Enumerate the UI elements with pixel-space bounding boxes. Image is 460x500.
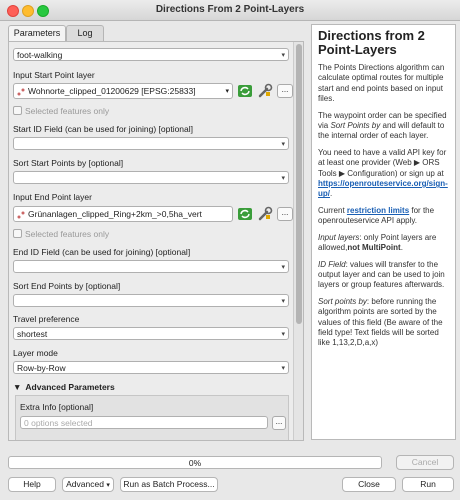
help-paragraph (318, 233, 449, 254)
travel-pref-label: Travel preference (13, 314, 80, 324)
extra-info-input[interactable]: 0 options selected (20, 416, 268, 429)
parameters-panel (8, 41, 304, 441)
end-selected-label: Selected features only (25, 229, 110, 239)
chevron-down-icon: ▾ (281, 52, 285, 59)
advanced-parameters-label: Advanced Parameters (25, 382, 115, 392)
extra-info-browse-button[interactable]: ... (272, 416, 286, 430)
help-text: not MultiPoint (347, 243, 401, 253)
triangle-down-icon: ▼ (13, 382, 22, 392)
chevron-down-icon: ▾ (281, 141, 285, 148)
help-text: : only Point layers are allowed, (318, 232, 437, 253)
progress-bar (8, 456, 382, 469)
chevron-down-icon: ▾ (106, 482, 110, 489)
window-title: Directions From 2 Point-Layers (155, 4, 305, 15)
advanced-menu-button[interactable] (62, 477, 114, 492)
end-id-select[interactable] (13, 260, 289, 273)
help-title: Directions from 2 Point-Layers (318, 28, 425, 57)
parameters-scrollbar[interactable] (293, 42, 303, 440)
start-selected-label: Selected features only (25, 106, 110, 116)
end-selected-checkbox[interactable] (13, 229, 22, 238)
title-bar (0, 0, 460, 21)
progress-text: 0% (188, 458, 202, 468)
layer-mode-label: Layer mode (13, 348, 58, 358)
advanced-menu-label: Advanced (66, 479, 104, 489)
scrollbar-thumb[interactable] (296, 44, 302, 324)
cancel-button[interactable]: Cancel (396, 455, 454, 470)
help-paragraph (318, 111, 449, 142)
help-paragraph (318, 148, 449, 200)
chevron-down-icon: ▾ (281, 365, 285, 372)
end-layer-select[interactable] (13, 206, 233, 222)
help-text: Sort points by (318, 296, 367, 306)
start-sort-label: Sort Start Points by [optional] (13, 158, 124, 168)
chevron-down-icon: ▾ (281, 331, 285, 338)
help-text: : before running the algorithm points are sorted by the values of this field (Be aware of the field type! Text fields will be sorted like 1,13,2,D,a,x) (318, 296, 443, 348)
advanced-parameters-group (15, 395, 289, 441)
profile-select[interactable] (13, 48, 289, 61)
help-text: ID Field (318, 259, 346, 269)
help-paragraph (318, 206, 449, 227)
start-id-select[interactable] (13, 137, 289, 150)
help-panel (311, 24, 456, 440)
chevron-down-icon: ▾ (281, 264, 285, 271)
help-text: : values will transfer to the output layer and can be used to join layers or group features afterwards. (318, 259, 445, 290)
help-text: You need to have a valid API key for at least one provider (Web ▶ ORS Tools ▶ Configuration) or sign up at (318, 147, 447, 178)
chevron-down-icon: ▾ (281, 175, 285, 182)
travel-pref-value: shortest (17, 329, 48, 339)
end-layer-browse-button[interactable]: ... (277, 207, 293, 221)
help-text: and will default to the internal order of each layer. (318, 121, 445, 141)
help-text: for the openrouteservice API apply. (318, 205, 435, 226)
point-layer-icon (17, 88, 25, 96)
help-text: The waypoint order can be specified via (318, 110, 447, 131)
help-text: . (330, 189, 333, 199)
help-button[interactable]: Help (8, 477, 56, 492)
profile-value: foot-walking (17, 50, 63, 60)
help-text: . (400, 243, 403, 253)
restriction-limits-link[interactable]: restriction limits (346, 205, 410, 215)
help-text: Current (318, 205, 347, 215)
start-layer-browse-button[interactable]: ... (277, 84, 293, 98)
wrench-icon[interactable] (257, 83, 273, 99)
start-layer-select[interactable] (13, 83, 233, 99)
start-sort-select[interactable] (13, 171, 289, 184)
help-paragraph (318, 297, 449, 349)
run-button[interactable]: Run (402, 477, 454, 492)
layer-mode-select[interactable] (13, 361, 289, 374)
end-sort-select[interactable] (13, 294, 289, 307)
help-text: Input layers (318, 232, 360, 242)
close-button[interactable]: Close (342, 477, 396, 492)
iterate-icon[interactable] (237, 83, 253, 99)
iterate-icon[interactable] (237, 206, 253, 222)
chevron-down-icon: ▾ (225, 88, 229, 95)
start-selected-checkbox[interactable] (13, 106, 22, 115)
signup-link[interactable]: https://openrouteservice.org/sign-up/ (318, 179, 448, 199)
run-batch-button[interactable]: Run as Batch Process... (120, 477, 218, 492)
end-id-label: End ID Field (can be used for joining) [optional] (13, 247, 191, 257)
help-paragraph: The Points Directions algorithm can calculate optimal routes for multiple start and end points based on input files. (318, 63, 445, 104)
point-layer-icon (17, 211, 25, 219)
start-layer-value: Wohnorte_clipped_01200629 [EPSG:25833] (28, 86, 196, 96)
tab-parameters[interactable]: Parameters (8, 25, 66, 41)
end-layer-label: Input End Point layer (13, 192, 92, 202)
help-text: Sort Points by (330, 121, 381, 131)
start-layer-label: Input Start Point layer (13, 70, 95, 80)
layer-mode-value: Row-by-Row (17, 363, 66, 373)
chevron-down-icon: ▾ (281, 298, 285, 305)
advanced-parameters-toggle[interactable] (13, 382, 115, 392)
help-paragraph (318, 260, 449, 291)
travel-pref-select[interactable] (13, 327, 289, 340)
start-id-label: Start ID Field (can be used for joining) [optional] (13, 124, 194, 134)
extra-info-label: Extra Info [optional] (20, 402, 94, 412)
wrench-icon[interactable] (257, 206, 273, 222)
tab-log[interactable]: Log (66, 25, 104, 41)
end-layer-value: Grünanlagen_clipped_Ring+2km_>0,5ha_vert (28, 209, 202, 219)
end-sort-label: Sort End Points by [optional] (13, 281, 121, 291)
